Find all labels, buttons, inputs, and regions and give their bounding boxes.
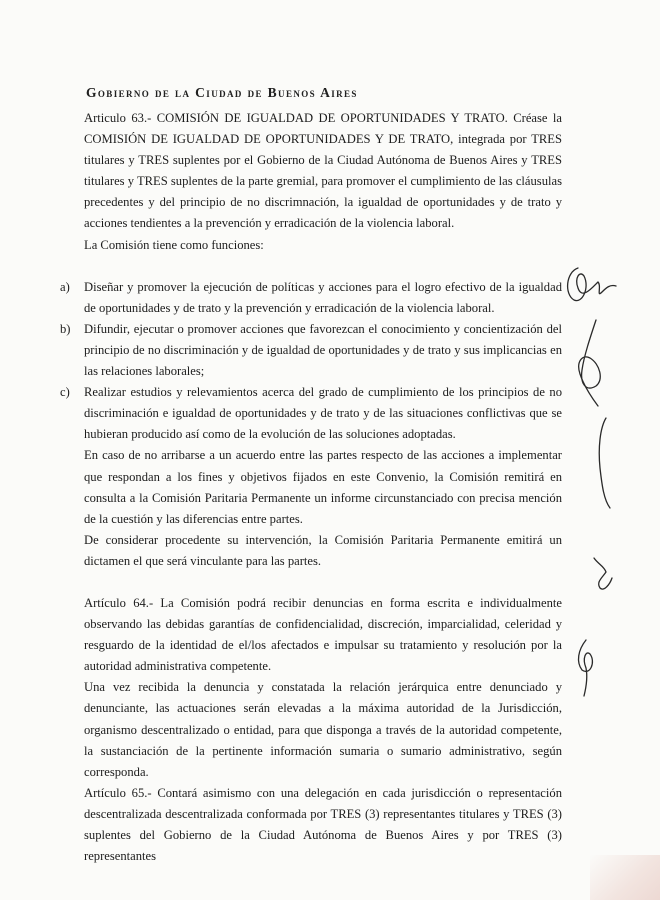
- signature-4: [594, 558, 612, 589]
- article-65: Artículo 65.- Contará asimismo con una delegación en cada jurisdicción o representación descentralizada descentralizada conformada por TRES (3) representantes titulares y TRES (3) suplentes del Gobierno de la Ciudad Autónoma de Buenos Aires y por TRES (3) representantes: [84, 785, 562, 864]
- list-item-b: [60, 319, 562, 382]
- paragraph-complaint: Una vez recibida la denuncia y constatada la relación jerárquica entre denunciado y denunciante, las actuaciones serán elevadas a la máxima autoridad de la Jurisdicción, organismo descentralizado o entidad, para que disponga a través de la autoridad competente, la sustanciación de la pertinente información sumaria o sumario administrativo, según corresponda.: [84, 680, 562, 779]
- signature-1: [568, 268, 616, 301]
- paragraph-disagreement: En caso de no arribarse a un acuerdo entre las partes respecto de las acciones a implementar que respondan a los fines y objetivos fijados en este Convenio, la Comisión remitirá en consulta a la Comisión Paritaria Permanente un informe circunstanciado con precisa mención de la cuestión y las diferencias entre partes.: [84, 448, 562, 526]
- paragraph-dictamen: De considerar procedente su intervención, la Comisión Paritaria Permanente emitirá un dictamen el que será vinculante para las partes.: [84, 532, 562, 568]
- margin-signatures: [560, 258, 660, 698]
- document-header: Gobierno de la Ciudad de Buenos Aires: [86, 85, 358, 100]
- list-item-text: Realizar estudios y relevamientos acerca del grado de cumplimiento de los principios de no discriminación e igualdad de oportunidades y de trato y de las situaciones conflictivas que se hubieran producido así como de la evolución de las soluciones adoptadas.: [84, 385, 562, 442]
- article-63: Articulo 63.- COMISIÓN DE IGUALDAD DE OPORTUNIDADES Y TRATO. Créase la COMISIÓN DE IGUALDAD DE OPORTUNIDADES Y DE TRATO, integrada por TRES titulares y TRES suplentes por el Gobierno de la Ciudad Autónoma de Buenos Aires y TRES titulares y TRES suplentes de la parte gremial, para promover el cumplimiento de las cláusulas precedentes y del principio de no discrimnación, la igualdad de oportunidades y de trato y acciones tendientes a la prevención y erradicación de la violencia laboral.: [84, 111, 562, 231]
- paper-stain: [590, 855, 660, 900]
- spacer: [84, 256, 562, 277]
- list-item-c: [60, 382, 562, 445]
- list-item-a: [60, 277, 562, 319]
- signature-3: [599, 418, 610, 508]
- signature-2: [579, 320, 601, 406]
- signature-5: [579, 640, 593, 696]
- functions-intro: La Comisión tiene como funciones:: [84, 237, 264, 252]
- list-marker: b): [60, 321, 71, 336]
- list-item-text: Difundir, ejecutar o promover acciones que favorezcan el conocimiento y concientización del principio de no discriminación y de igualdad de oportunidades y de trato y sus implicancias en las relaciones laborales;: [84, 321, 562, 379]
- article-64: Artículo 64.- La Comisión podrá recibir denuncias en forma escrita e individualmente observando las debidas garantías de confidencialidad, discreción, imparcialidad, celeridad y resguardo de la identidad de el/los afectados e impulsar su tratamiento y resolución por la autoridad administrativa competente.: [84, 595, 562, 674]
- document-body: [60, 108, 562, 867]
- list-marker: a): [60, 279, 70, 294]
- spacer: [84, 572, 562, 593]
- list-item-text: Diseñar y promover la ejecución de políticas y acciones para el logro efectivo de la igualdad de oportunidades y de trato y la prevención y erradicación de la violencia laboral.: [84, 279, 562, 315]
- list-marker: c): [60, 385, 70, 400]
